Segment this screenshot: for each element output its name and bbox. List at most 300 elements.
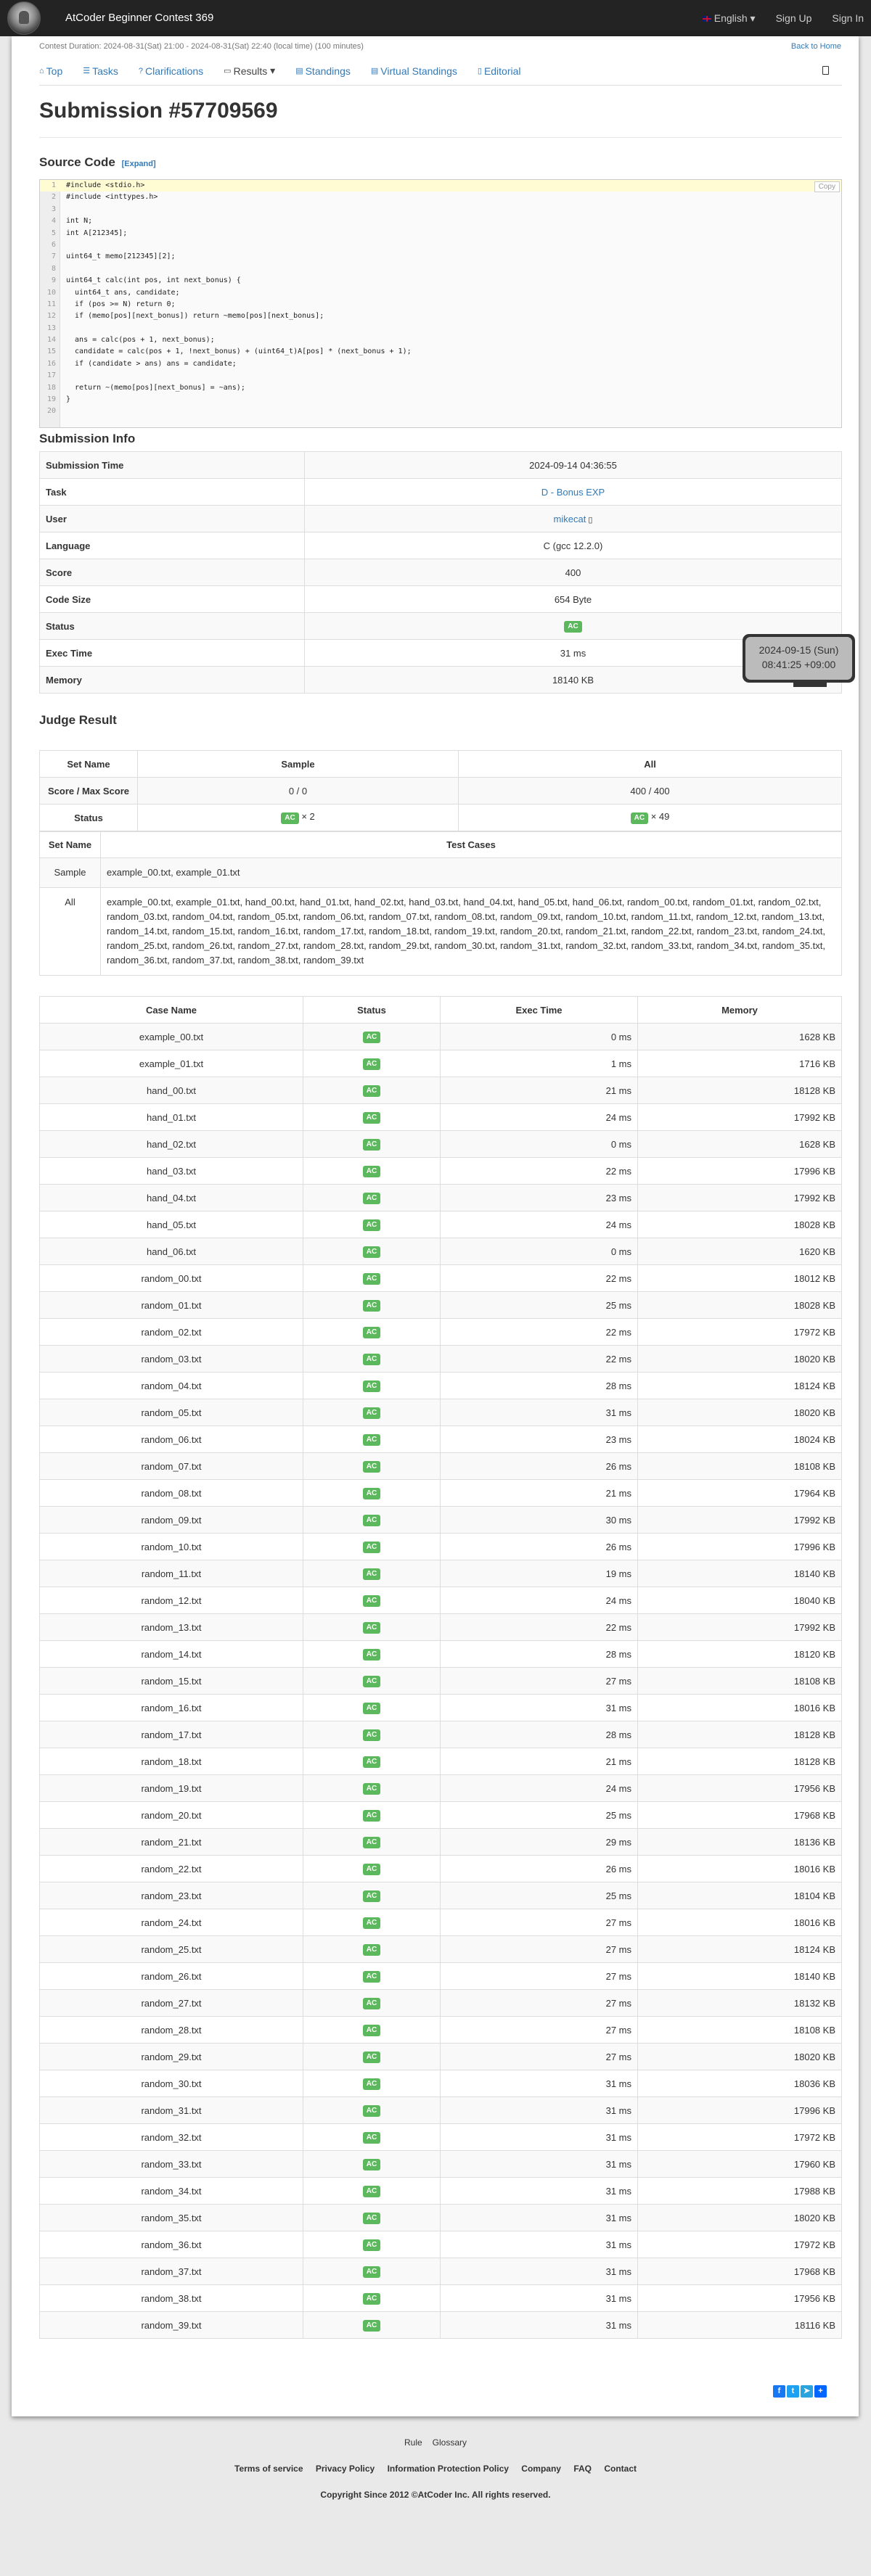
case-memory: 17968 KB (638, 2258, 842, 2285)
status-badge: AC (363, 1461, 380, 1473)
case-status-cell (303, 1131, 441, 1158)
case-exec-time: 31 ms (441, 2231, 638, 2258)
footer-link-info-protection[interactable]: Information Protection Policy (387, 2464, 509, 2474)
table-row (40, 1775, 842, 1802)
table-row (40, 1721, 842, 1748)
info-key: Submission Time (40, 452, 305, 479)
case-memory: 18020 KB (638, 2044, 842, 2070)
case-memory: 18116 KB (638, 2312, 842, 2339)
status-badge: AC (363, 2078, 380, 2090)
table-row (40, 1426, 842, 1453)
case-status-cell (303, 2285, 441, 2312)
case-exec-time: 31 ms (441, 2124, 638, 2151)
case-status-cell (303, 1882, 441, 1909)
case-exec-time: 27 ms (441, 1963, 638, 1990)
code-text: candidate = calc(pos + 1, !next_bonus) + (uint64_t)A[pos] * (next_bonus + 1); (66, 347, 412, 356)
case-exec-time: 31 ms (441, 2151, 638, 2178)
case-exec-time: 31 ms (441, 1399, 638, 1426)
info-key: Language (40, 532, 305, 559)
code-line (40, 323, 841, 334)
case-status-cell (303, 2231, 441, 2258)
status-badge: AC (363, 1300, 380, 1312)
status-badge: AC (363, 2132, 380, 2144)
fullscreen-icon[interactable] (822, 66, 829, 75)
copy-button[interactable]: Copy (814, 181, 840, 192)
code-block[interactable] (39, 179, 842, 428)
case-name: random_11.txt (40, 1560, 303, 1587)
info-value-cell (305, 479, 842, 506)
case-exec-time: 31 ms (441, 2178, 638, 2205)
table-row (40, 1319, 842, 1346)
contest-nav (39, 57, 842, 86)
status-badge: AC (363, 1864, 380, 1875)
status-badge: AC (363, 1219, 380, 1231)
case-status-cell (303, 2097, 441, 2124)
info-key: Memory (40, 667, 305, 694)
code-line (40, 287, 841, 299)
case-status-cell (303, 2205, 441, 2231)
divider (39, 137, 842, 138)
case-exec-time: 21 ms (441, 1480, 638, 1507)
info-value: 654 Byte (554, 593, 592, 605)
case-status-cell (303, 1346, 441, 1373)
status-badge: AC (363, 1890, 380, 1902)
status-badge: AC (363, 1246, 380, 1258)
case-memory: 17992 KB (638, 1614, 842, 1641)
case-name: random_09.txt (40, 1507, 303, 1534)
telegram-share-icon[interactable]: ➤ (801, 2385, 813, 2398)
back-home-link[interactable]: Back to Home (790, 42, 841, 51)
status-badge: AC (363, 1380, 380, 1392)
case-memory: 17972 KB (638, 2231, 842, 2258)
case-name: hand_00.txt (40, 1077, 303, 1104)
code-text: int N; (66, 217, 93, 226)
status-badge: AC (363, 1515, 380, 1526)
case-header-memory: Memory (638, 997, 842, 1024)
info-value-cell (305, 452, 842, 479)
code-line (40, 358, 841, 370)
home-icon: ⌂ (39, 66, 44, 75)
case-exec-time: 31 ms (441, 2070, 638, 2097)
table-row (40, 1104, 842, 1131)
line-number: 9 (51, 276, 56, 285)
line-number: 17 (46, 371, 56, 380)
tc-header-cases: Test Cases (101, 832, 842, 858)
case-status-cell (303, 1373, 441, 1399)
case-memory: 17992 KB (638, 1507, 842, 1534)
case-status-cell (303, 1024, 441, 1050)
case-name: random_13.txt (40, 1614, 303, 1641)
case-name: random_19.txt (40, 1775, 303, 1802)
case-exec-time: 21 ms (441, 1748, 638, 1775)
line-number: 12 (46, 312, 56, 321)
case-exec-time: 23 ms (441, 1426, 638, 1453)
status-badge: AC (363, 1085, 380, 1097)
case-name: hand_05.txt (40, 1211, 303, 1238)
code-text: uint64_t calc(int pos, int next_bonus) { (66, 276, 241, 285)
case-name: random_00.txt (40, 1265, 303, 1292)
line-number: 14 (46, 336, 56, 345)
signup-link[interactable]: Sign Up (775, 12, 812, 24)
info-key: Exec Time (40, 640, 305, 667)
case-name: hand_01.txt (40, 1104, 303, 1131)
case-name: random_38.txt (40, 2285, 303, 2312)
language-dropdown[interactable]: English ▾ (703, 12, 756, 25)
case-exec-time: 27 ms (441, 2017, 638, 2044)
status-badge: AC (363, 2239, 380, 2251)
code-line (40, 310, 841, 322)
info-key: Score (40, 559, 305, 586)
case-name: random_23.txt (40, 1882, 303, 1909)
case-memory: 18128 KB (638, 1077, 842, 1104)
case-status-cell (303, 1721, 441, 1748)
case-name: random_27.txt (40, 1990, 303, 2017)
status-badge: AC (363, 1676, 380, 1687)
table-row (40, 2124, 842, 2151)
code-line (40, 215, 841, 227)
table-row (40, 1346, 842, 1373)
status-badge: AC (363, 1354, 380, 1365)
info-key: Code Size (40, 586, 305, 613)
atcoder-logo-icon[interactable] (7, 1, 41, 35)
line-number: 16 (46, 359, 56, 368)
case-name: random_14.txt (40, 1641, 303, 1668)
case-memory: 18040 KB (638, 1587, 842, 1614)
table-row (40, 1668, 842, 1695)
info-value-cell (305, 586, 842, 613)
contest-duration: Contest Duration: 2024-08-31(Sat) 21:00 - 2024-08-31(Sat) 22:40 (local time) (100 minutes) (39, 42, 364, 51)
code-text: if (candidate > ans) ans = candidate; (66, 359, 237, 368)
case-exec-time: 24 ms (441, 1775, 638, 1802)
case-memory: 18124 KB (638, 1936, 842, 1963)
case-exec-time: 24 ms (441, 1587, 638, 1614)
case-name: random_07.txt (40, 1453, 303, 1480)
case-status-cell (303, 1453, 441, 1480)
case-memory: 1716 KB (638, 1050, 842, 1077)
case-memory: 18120 KB (638, 1641, 842, 1668)
info-link[interactable]: D - Bonus EXP (541, 486, 605, 498)
case-status-cell (303, 1507, 441, 1534)
table-row (40, 1909, 842, 1936)
status-badge: AC (363, 1166, 380, 1177)
case-status-cell (303, 2312, 441, 2339)
case-status-cell (303, 1748, 441, 1775)
code-text: } (66, 395, 71, 404)
case-exec-time: 0 ms (441, 1131, 638, 1158)
case-header-exec: Exec Time (441, 997, 638, 1024)
case-status-cell (303, 1104, 441, 1131)
code-line (40, 239, 841, 251)
case-exec-time: 24 ms (441, 1104, 638, 1131)
case-name: random_02.txt (40, 1319, 303, 1346)
time-tooltip (743, 634, 855, 683)
signin-link[interactable]: Sign In (832, 12, 864, 24)
status-badge: AC (363, 2266, 380, 2278)
case-exec-time: 28 ms (441, 1641, 638, 1668)
main-container (12, 36, 859, 2416)
info-value: 2024-09-14 04:36:55 (529, 459, 617, 471)
case-memory: 17996 KB (638, 2097, 842, 2124)
info-row (40, 559, 842, 586)
case-memory: 17996 KB (638, 1158, 842, 1185)
case-status-cell (303, 1265, 441, 1292)
question-icon: ? (138, 66, 144, 75)
status-badge: AC (363, 1649, 380, 1661)
score-all: 400 / 400 (459, 778, 842, 805)
case-exec-time: 27 ms (441, 1668, 638, 1695)
status-badge: AC (363, 2213, 380, 2224)
copyright: Copyright Since 2012 ©AtCoder Inc. All rights reserved. (320, 2490, 551, 2500)
table-row (40, 1211, 842, 1238)
case-memory: 18020 KB (638, 2205, 842, 2231)
tc-header-setname: Set Name (40, 832, 101, 858)
code-text: ans = calc(pos + 1, next_bonus); (66, 336, 215, 345)
code-line (40, 251, 841, 263)
status-badge: AC (363, 2186, 380, 2197)
case-memory: 18136 KB (638, 1829, 842, 1856)
case-memory: 17956 KB (638, 2285, 842, 2312)
tab-tasks[interactable]: ☰ Tasks (83, 65, 118, 77)
case-results-table (39, 996, 842, 2339)
case-memory: 18016 KB (638, 1695, 842, 1721)
case-exec-time: 31 ms (441, 1695, 638, 1721)
page-title: Submission #57709569 (39, 99, 278, 123)
status-badge: AC (363, 1407, 380, 1419)
case-name: hand_02.txt (40, 1131, 303, 1158)
case-memory: 17972 KB (638, 1319, 842, 1346)
status-badge: AC (363, 1729, 380, 1741)
code-line (40, 180, 841, 192)
status-label: Status (40, 805, 138, 831)
case-exec-time: 28 ms (441, 1721, 638, 1748)
judge-result-table (39, 750, 842, 831)
more-share-icon[interactable]: + (814, 2385, 827, 2398)
score-label: Score / Max Score (40, 778, 138, 805)
case-memory: 18016 KB (638, 1909, 842, 1936)
info-key: User (40, 506, 305, 532)
table-row (40, 1292, 842, 1319)
judge-result-heading: Judge Result (39, 713, 117, 727)
table-row (40, 1802, 842, 1829)
table-row (40, 1480, 842, 1507)
case-memory: 1628 KB (638, 1024, 842, 1050)
line-number: 8 (51, 264, 56, 273)
case-name: random_10.txt (40, 1534, 303, 1560)
status-badge: AC (363, 1273, 380, 1285)
status-badge: AC (363, 1542, 380, 1553)
tc-case-list: example_00.txt, example_01.txt, hand_00.txt, hand_01.txt, hand_02.txt, hand_03.txt, hand_04.txt, hand_05.txt, hand_06.txt, random_00.txt, random_01.txt, random_02.txt, random_03.txt, random_04.txt, random_05.txt, random_06.txt, random_07.txt, random_08.txt, random_09.txt, random_10.txt, random_11.txt, random_12.txt, random_13.txt, random_14.txt, random_15.txt, random_16.txt, random_17.txt, random_18.txt, random_19.txt, random_20.txt, random_21.txt, random_22.txt, random_23.txt, random_24.txt, random_25.txt, random_26.txt, random_27.txt, random_28.txt, random_29.txt, random_30.txt, random_31.txt, random_32.txt, random_33.txt, random_34.txt, random_35.txt, random_36.txt, random_37.txt, random_38.txt, random_39.txt (101, 888, 842, 976)
case-exec-time: 25 ms (441, 1882, 638, 1909)
tab-virtual-standings[interactable]: ▤ Virtual Standings (370, 65, 457, 77)
case-status-cell (303, 1211, 441, 1238)
case-status-cell (303, 1963, 441, 1990)
case-status-cell (303, 1641, 441, 1668)
case-status-cell (303, 1185, 441, 1211)
case-exec-time: 27 ms (441, 2044, 638, 2070)
all-count: × 49 (650, 811, 670, 822)
status-badge: AC (363, 2105, 380, 2117)
line-number: 2 (51, 193, 56, 202)
table-row (40, 2044, 842, 2070)
info-key: Status (40, 613, 305, 640)
footer-link-rule[interactable]: Rule (404, 2437, 422, 2448)
status-badge: AC (363, 1783, 380, 1795)
table-row (40, 2231, 842, 2258)
case-name: random_36.txt (40, 2231, 303, 2258)
top-navbar (0, 0, 871, 36)
code-line (40, 406, 841, 417)
case-name: random_20.txt (40, 1802, 303, 1829)
case-exec-time: 26 ms (441, 1453, 638, 1480)
case-exec-time: 25 ms (441, 1802, 638, 1829)
sample-count: × 2 (301, 811, 315, 822)
case-name: random_04.txt (40, 1373, 303, 1399)
line-number: 13 (46, 324, 56, 332)
case-memory: 17960 KB (638, 2151, 842, 2178)
case-memory: 17992 KB (638, 1185, 842, 1211)
case-memory: 17956 KB (638, 1775, 842, 1802)
table-row (40, 1560, 842, 1587)
table-row (40, 1131, 842, 1158)
submission-info-heading: Submission Info (39, 432, 136, 445)
tab-top[interactable]: ⌂ Top (39, 65, 63, 77)
case-memory: 18036 KB (638, 2070, 842, 2097)
table-row (40, 2070, 842, 2097)
chart-icon: ▤ (295, 67, 303, 75)
code-text: #include <inttypes.h> (66, 193, 158, 202)
case-name: hand_03.txt (40, 1158, 303, 1185)
case-exec-time: 31 ms (441, 2258, 638, 2285)
expand-link[interactable]: [Expand] (121, 160, 156, 168)
case-name: random_12.txt (40, 1587, 303, 1614)
footer-link-company[interactable]: Company (521, 2464, 561, 2474)
info-value: 400 (565, 567, 581, 578)
tab-standings[interactable]: ▤ Standings (295, 65, 351, 77)
case-status-cell (303, 1050, 441, 1077)
status-badge: AC (564, 621, 581, 633)
code-line (40, 263, 841, 275)
tab-clarifications[interactable]: ? Clarifications (138, 65, 204, 77)
case-name: random_32.txt (40, 2124, 303, 2151)
status-badge: AC (363, 1756, 380, 1768)
facebook-share-icon[interactable]: f (773, 2385, 785, 2398)
footer-link-faq[interactable]: FAQ (573, 2464, 592, 2474)
tab-results[interactable]: ▭ Results ▾ (224, 65, 276, 77)
table-row (40, 1990, 842, 2017)
table-row (40, 1077, 842, 1104)
status-badge: AC (363, 1917, 380, 1929)
status-badge: AC (363, 1139, 380, 1151)
status-badge: AC (363, 2025, 380, 2036)
case-memory: 18108 KB (638, 2017, 842, 2044)
code-line (40, 334, 841, 346)
case-memory: 18012 KB (638, 1265, 842, 1292)
tc-set-name: Sample (40, 858, 101, 888)
line-number: 11 (46, 300, 56, 308)
footer (0, 2437, 871, 2516)
copy-icon[interactable]: ▯ (586, 515, 593, 524)
case-status-cell (303, 2178, 441, 2205)
case-name: random_16.txt (40, 1695, 303, 1721)
case-name: random_26.txt (40, 1963, 303, 1990)
case-exec-time: 0 ms (441, 1024, 638, 1050)
table-row (40, 1936, 842, 1963)
case-name: example_01.txt (40, 1050, 303, 1077)
status-badge: AC (363, 1327, 380, 1338)
info-value: C (gcc 12.2.0) (543, 540, 603, 551)
info-row (40, 532, 842, 559)
case-name: random_22.txt (40, 1856, 303, 1882)
info-value: 18140 KB (552, 674, 594, 686)
table-row (40, 1399, 842, 1426)
status-badge: AC (363, 1595, 380, 1607)
code-text: uint64_t ans, candidate; (66, 288, 180, 297)
info-value: 31 ms (560, 647, 586, 659)
case-exec-time: 22 ms (441, 1614, 638, 1641)
case-status-cell (303, 1909, 441, 1936)
footer-link-terms[interactable]: Terms of service (234, 2464, 303, 2474)
tooltip-time: 08:41:25 +09:00 (761, 659, 836, 670)
line-number: 20 (46, 407, 56, 416)
case-status-cell (303, 1480, 441, 1507)
table-row (40, 2312, 842, 2339)
status-badge: AC (363, 2159, 380, 2170)
case-name: random_05.txt (40, 1399, 303, 1426)
tab-editorial[interactable]: ▯ Editorial (477, 65, 521, 77)
case-memory: 18020 KB (638, 1399, 842, 1426)
table-row (40, 2178, 842, 2205)
table-row (40, 1614, 842, 1641)
table-row (40, 1534, 842, 1560)
case-name: random_37.txt (40, 2258, 303, 2285)
case-status-cell (303, 1560, 441, 1587)
case-memory: 18016 KB (638, 1856, 842, 1882)
table-row (40, 1641, 842, 1668)
info-row (40, 479, 842, 506)
case-memory: 18108 KB (638, 1453, 842, 1480)
tc-case-list: example_00.txt, example_01.txt (101, 858, 842, 888)
twitter-share-icon[interactable]: t (787, 2385, 799, 2398)
footer-link-contact[interactable]: Contact (604, 2464, 637, 2474)
code-line (40, 192, 841, 203)
table-row (40, 1587, 842, 1614)
case-exec-time: 30 ms (441, 1507, 638, 1534)
case-status-cell (303, 1319, 441, 1346)
info-row (40, 506, 842, 532)
code-line (40, 394, 841, 406)
submission-info-table (39, 451, 842, 694)
footer-link-glossary[interactable]: Glossary (432, 2437, 467, 2448)
info-link[interactable]: mikecat (553, 513, 586, 524)
case-status-cell (303, 1856, 441, 1882)
list-icon: ☰ (83, 67, 91, 75)
case-name: random_21.txt (40, 1829, 303, 1856)
case-status-cell (303, 1077, 441, 1104)
table-row (40, 2017, 842, 2044)
table-row (40, 1238, 842, 1265)
table-row (40, 1265, 842, 1292)
table-row (40, 1507, 842, 1534)
case-status-cell (303, 2258, 441, 2285)
judge-header-sample: Sample (138, 751, 459, 778)
code-line (40, 382, 841, 394)
status-badge: AC (631, 812, 648, 824)
contest-title[interactable]: AtCoder Beginner Contest 369 (65, 12, 214, 24)
case-memory: 18124 KB (638, 1373, 842, 1399)
line-number: 15 (46, 347, 56, 356)
footer-link-privacy[interactable]: Privacy Policy (315, 2464, 375, 2474)
status-badge: AC (363, 1971, 380, 1983)
